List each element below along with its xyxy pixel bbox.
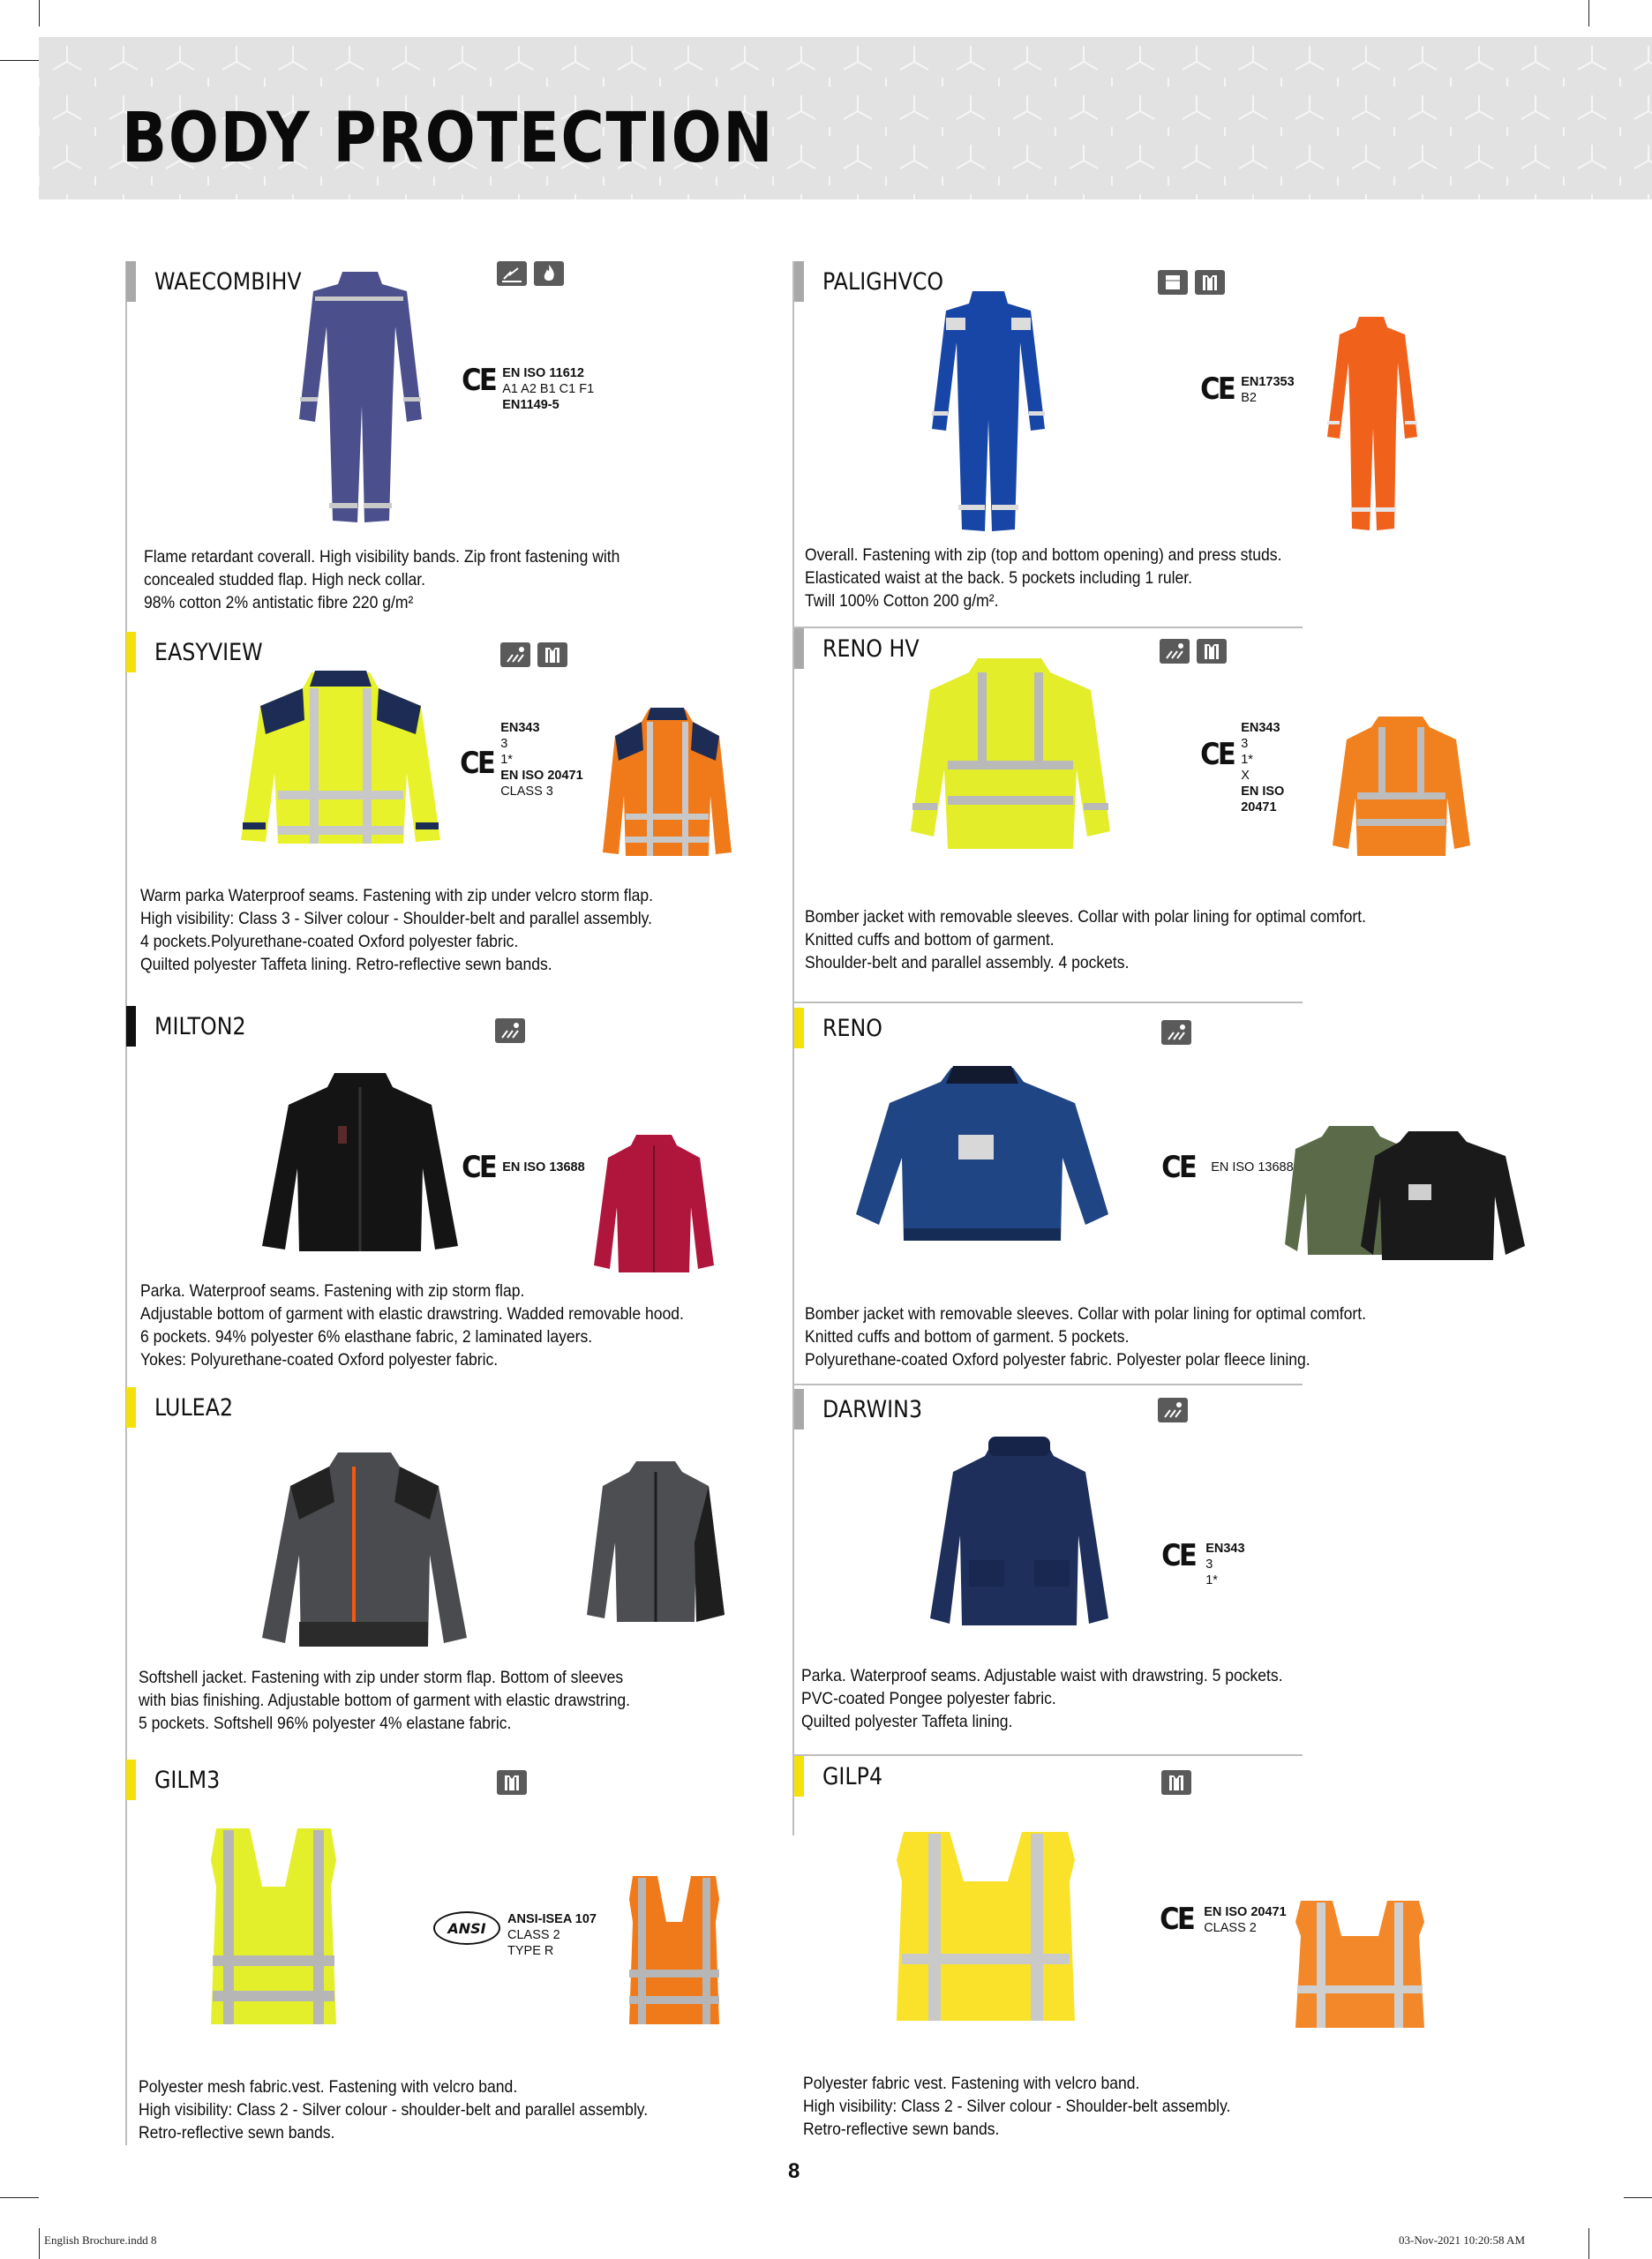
name-bar [126, 1387, 136, 1428]
footer-file-name: English Brochure.indd 8 [44, 2233, 157, 2247]
name-bar [794, 1008, 804, 1048]
name-bar [126, 632, 136, 672]
description-line: Polyester mesh fabric.vest. Fastening with velcro band. [139, 2077, 518, 2097]
product-description [805, 544, 1281, 612]
bomber-olive-black-image [1285, 1122, 1550, 1264]
certification [1158, 1904, 1287, 1936]
ce-mark: CE [1161, 1150, 1196, 1185]
hi-vis-icon [1195, 270, 1225, 295]
product-name: GILP4 [822, 1763, 883, 1790]
weather-icon [500, 642, 530, 667]
name-bar [126, 261, 136, 302]
description-line: Twill 100% Cotton 200 g/m². [805, 591, 999, 611]
crop-mark [1624, 2197, 1652, 2198]
product-darwin3 [794, 1389, 1303, 1751]
softshell-grey-orange-image [259, 1449, 470, 1652]
product-name: RENO [822, 1015, 883, 1042]
description-line: Retro-reflective sewn bands. [803, 2120, 1000, 2139]
cert-line: EN ISO 20471 [1241, 784, 1285, 814]
description-line: High visibility: Class 2 - Silver colour - shoulder-belt and parallel assembly. [139, 2100, 649, 2120]
product-easyview [126, 632, 792, 1002]
product-reno [794, 1008, 1366, 1384]
cert-line: EN ISO 13688 [502, 1160, 585, 1175]
cert-line: 1* [1241, 753, 1253, 767]
product-name: MILTON2 [154, 1013, 246, 1040]
cert-line: 1* [1205, 1573, 1218, 1587]
crop-mark [0, 60, 39, 61]
coverall-blue-image [927, 288, 1050, 535]
crop-mark [39, 0, 40, 26]
certification [1198, 371, 1295, 407]
icon-group [1158, 270, 1225, 295]
product-description [139, 1666, 630, 1735]
icon-group [1158, 1398, 1188, 1422]
product-description [144, 545, 620, 614]
product-palighvco [794, 261, 1303, 627]
description-line: High visibility: Class 2 - Silver colour - Shoulder-belt assembly. [803, 2097, 1231, 2116]
description-line: Quilted polyester Taffeta lining. [801, 1712, 1013, 1731]
icon-group [497, 261, 564, 286]
description-line: Parka. Waterproof seams. Adjustable waist with drawstring. 5 pockets. [801, 1666, 1283, 1685]
page-number: 8 [788, 2159, 800, 2183]
product-name: RENO HV [822, 635, 920, 663]
description-line: Warm parka Waterproof seams. Fastening with zip under velcro storm flap. [140, 886, 653, 905]
cert-line: EN ISO 11612 [502, 366, 584, 380]
description-line: Flame retardant coverall. High visibility bands. Zip front fastening with [144, 547, 620, 567]
certification [458, 720, 583, 799]
description-line: Softshell jacket. Fastening with zip under storm flap. Bottom of sleeves [139, 1668, 624, 1687]
ce-mark: CE [462, 1150, 496, 1185]
certification [460, 1150, 585, 1185]
description-line: Bomber jacket with removable sleeves. Collar with polar lining for optimal comfort. [805, 907, 1366, 927]
description-line: Retro-reflective sewn bands. [139, 2123, 335, 2143]
bomber-orange-image [1331, 713, 1472, 863]
footer-timestamp: 03-Nov-2021 10:20:58 AM [1399, 2233, 1525, 2247]
ce-mark: CE [460, 746, 494, 781]
product-description [139, 2075, 648, 2144]
description-line: with bias finishing. Adjustable bottom of garment with elastic drawstring. [139, 1691, 631, 1710]
product-description [140, 884, 653, 976]
crop-mark [0, 2197, 39, 2198]
icon-group [1161, 1020, 1191, 1045]
certification [433, 1911, 597, 1959]
softshell-black-image [259, 1069, 462, 1255]
certification [460, 365, 594, 413]
coverall-navy-image [294, 265, 426, 529]
page-title: BODY PROTECTION [122, 99, 775, 178]
weather-icon [1160, 639, 1190, 664]
cert-line: EN343 [1241, 721, 1280, 735]
description-line: 5 pockets. Softshell 96% polyester 4% elastane fabric. [139, 1714, 512, 1733]
hi-vis-icon [497, 1770, 527, 1795]
vest-orange-image [626, 1872, 723, 2028]
cert-line: A1 A2 B1 C1 F1 [502, 382, 595, 396]
cert-line: EN ISO 20471 [500, 769, 583, 783]
ce-mark: CE [462, 363, 496, 398]
vest-orange-gilp4-image [1294, 1897, 1426, 2031]
cert-line: EN343 [1205, 1542, 1245, 1556]
crop-mark [39, 2228, 40, 2259]
description-line: Yokes: Polyurethane-coated Oxford polyester fabric. [140, 1350, 499, 1370]
icon-group [500, 642, 567, 667]
weather-icon [495, 1018, 525, 1043]
certification [1160, 1150, 1294, 1185]
certification [1160, 1538, 1245, 1588]
certification [1198, 720, 1303, 815]
ce-mark: CE [1160, 1902, 1194, 1937]
description-line: Polyester fabric vest. Fastening with velcro band. [803, 2074, 1140, 2093]
description-line: Elasticated waist at the back. 5 pockets including 1 ruler. [805, 568, 1193, 588]
crop-mark [1588, 2228, 1589, 2259]
hi-vis-icon [1197, 639, 1227, 664]
fabric-icon [1158, 270, 1188, 295]
icon-group [497, 1770, 527, 1795]
description-line: Quilted polyester Taffeta lining. Retro-reflective sewn bands. [140, 955, 552, 974]
ce-mark: CE [1200, 737, 1235, 772]
crop-mark [1588, 0, 1589, 26]
ansi-mark: ANSI [433, 1911, 500, 1945]
cert-line: EN ISO 20471 [1204, 1905, 1287, 1919]
product-description [140, 1280, 684, 1371]
cert-line: EN343 [500, 721, 540, 735]
description-line: 98% cotton 2% antistatic fibre 220 g/m² [144, 593, 414, 612]
icon-group [495, 1018, 525, 1043]
product-waecombihv [126, 261, 792, 627]
product-name: LULEA2 [154, 1394, 234, 1422]
softshell-red-image [592, 1131, 716, 1276]
softshell-grey-black-image [585, 1458, 726, 1625]
name-bar [126, 1760, 136, 1800]
cert-line: TYPE R [507, 1944, 554, 1958]
product-name: EASYVIEW [154, 639, 263, 666]
description-line: Shoulder-belt and parallel assembly. 4 pockets. [805, 953, 1130, 972]
name-bar [794, 1756, 804, 1797]
description-line: 4 pockets.Polyurethane-coated Oxford polyester fabric. [140, 932, 519, 951]
cert-line: ANSI-ISEA 107 [507, 1912, 597, 1926]
ce-mark: CE [1200, 371, 1235, 407]
parka-navy-image [927, 1437, 1112, 1631]
cert-line: 3 [500, 737, 508, 751]
description-line: Knitted cuffs and bottom of garment. [805, 930, 1055, 949]
ce-mark: CE [1161, 1538, 1196, 1573]
description-line: Parka. Waterproof seams. Fastening with zip storm flap. [140, 1281, 525, 1301]
description-line: Adjustable bottom of garment with elastic drawstring. Wadded removable hood. [140, 1304, 684, 1324]
bomber-navy-image [854, 1064, 1110, 1250]
weather-icon [1161, 1020, 1191, 1045]
cert-line: 3 [1205, 1557, 1213, 1572]
cert-line: B2 [1241, 391, 1257, 405]
arc-flash-icon [497, 261, 527, 286]
row-divider [792, 1384, 1303, 1385]
product-gilm3 [126, 1760, 792, 2148]
cert-line: CLASS 3 [500, 784, 553, 799]
product-name: WAECOMBIHV [154, 268, 302, 296]
cert-line: EN1149-5 [502, 398, 559, 412]
description-line: 6 pockets. 94% polyester 6% elasthane fabric, 2 laminated layers. [140, 1327, 593, 1347]
description-line: concealed studded flap. High neck collar. [144, 570, 426, 589]
bomber-yellow-image [909, 655, 1112, 858]
name-bar [794, 628, 804, 669]
description-line: Polyurethane-coated Oxford polyester fabric. Polyester polar fleece lining. [805, 1350, 1310, 1370]
product-milton2 [126, 1006, 792, 1384]
product-name: PALIGHVCO [822, 268, 944, 296]
product-gilp4 [794, 1756, 1303, 2148]
coverall-orange-image [1324, 313, 1421, 534]
name-bar [794, 261, 804, 302]
cert-line: CLASS 2 [1204, 1921, 1257, 1935]
weather-icon [1158, 1398, 1188, 1422]
vest-yellow-gilp4-image [893, 1828, 1078, 2024]
vest-yellow-image [207, 1825, 340, 2028]
cert-line: CLASS 2 [507, 1928, 560, 1942]
parka-orange-image [601, 704, 733, 863]
icon-group [1160, 639, 1227, 664]
description-line: PVC-coated Pongee polyester fabric. [801, 1689, 1056, 1708]
flame-icon [534, 261, 564, 286]
hi-vis-icon [1161, 1770, 1191, 1795]
hi-vis-icon [537, 642, 567, 667]
product-name: GILM3 [154, 1767, 221, 1794]
product-description [805, 1302, 1366, 1371]
cert-line: X [1241, 769, 1250, 783]
description-line: Overall. Fastening with zip (top and bottom opening) and press studs. [805, 545, 1282, 565]
product-description [803, 2072, 1230, 2141]
product-reno-hv [794, 628, 1366, 1002]
description-line: Bomber jacket with removable sleeves. Collar with polar lining for optimal comfort. [805, 1304, 1366, 1324]
description-line: Knitted cuffs and bottom of garment. 5 pockets. [805, 1327, 1130, 1347]
cert-line: EN17353 [1241, 375, 1295, 389]
product-description [805, 905, 1366, 974]
product-lulea2 [126, 1387, 792, 1749]
cert-line: 1* [500, 753, 513, 767]
name-bar [126, 1006, 136, 1047]
description-line: High visibility: Class 3 - Silver colour - Shoulder-belt and parallel assembly. [140, 909, 653, 928]
cert-line: 3 [1241, 737, 1249, 751]
parka-yellow-image [239, 667, 442, 852]
name-bar [794, 1389, 804, 1430]
product-description [801, 1664, 1283, 1733]
cert-line: EN ISO 13688 [1211, 1160, 1294, 1175]
icon-group [1161, 1770, 1191, 1795]
product-name: DARWIN3 [822, 1396, 923, 1423]
